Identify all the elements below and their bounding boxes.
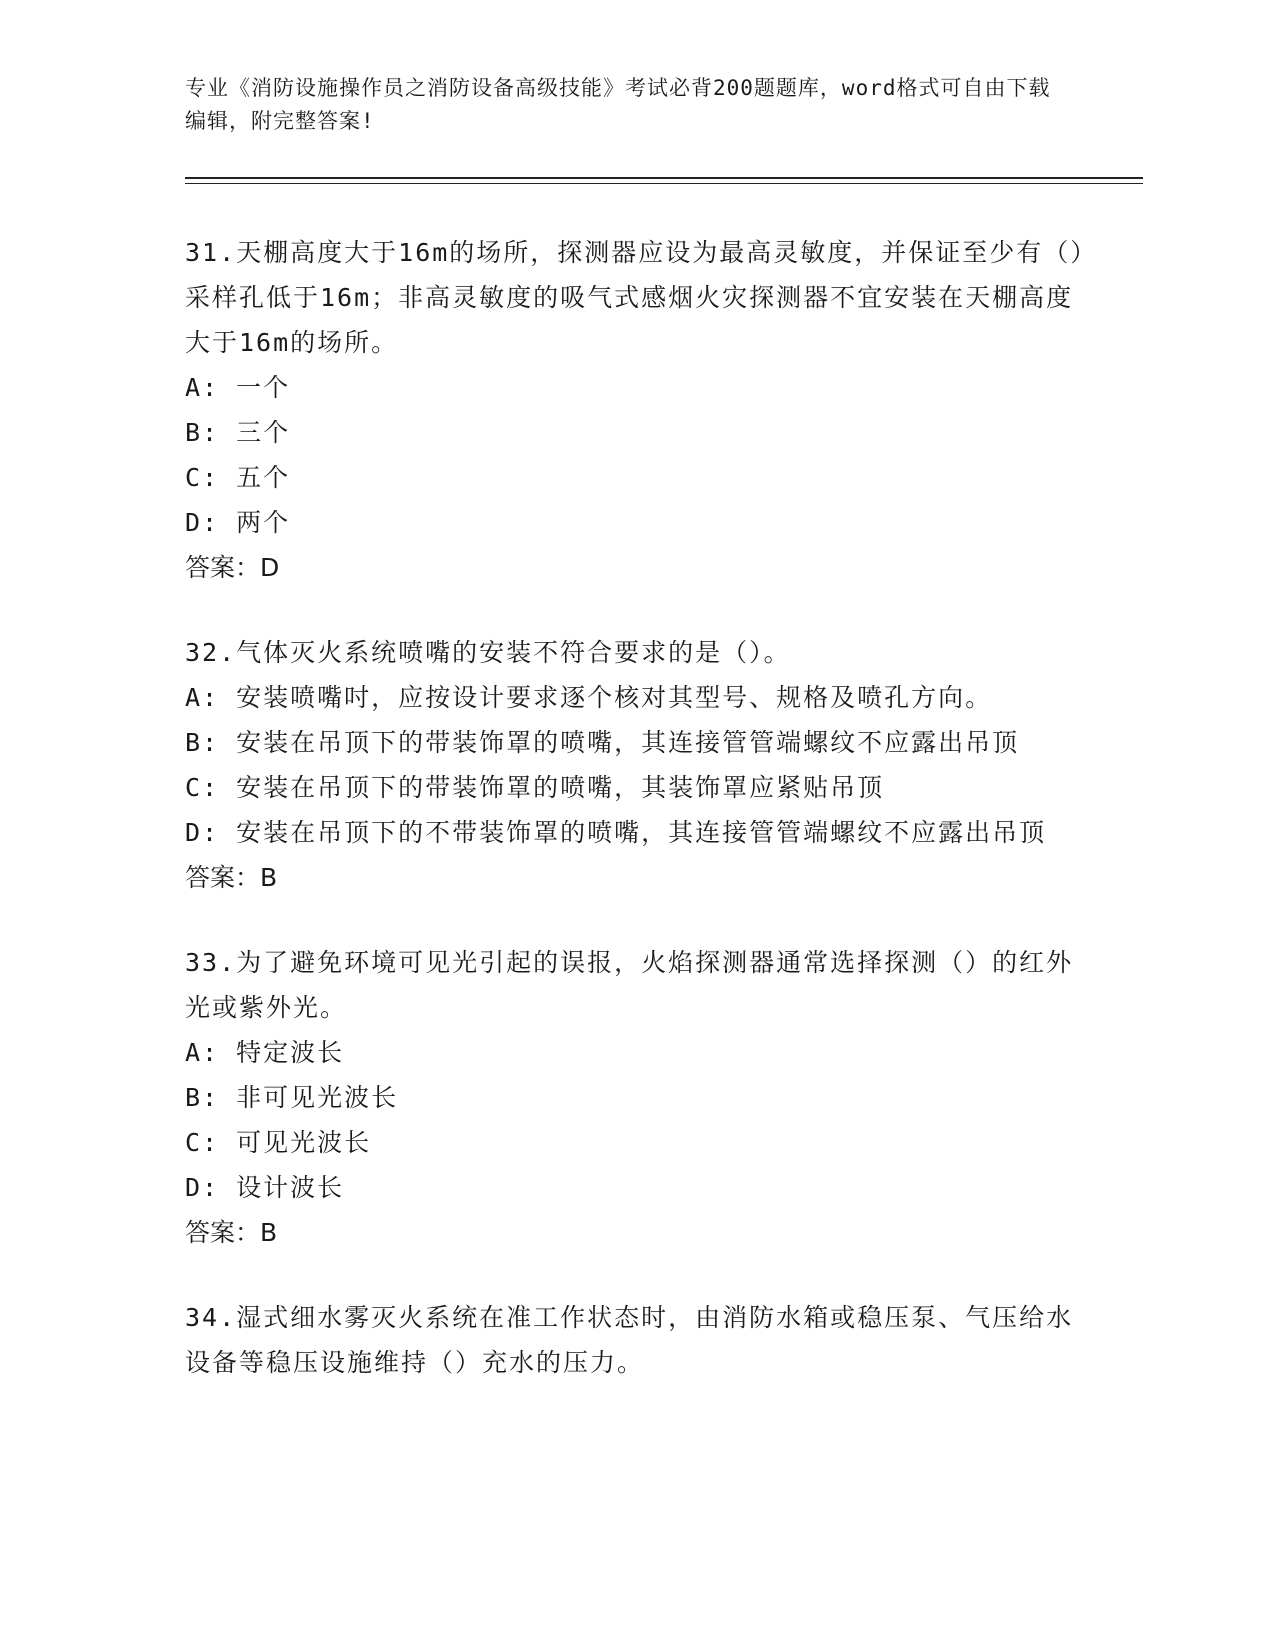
question-list [185,230,1085,1425]
question-stem: 31.天棚高度大于16m的场所，探测器应设为最高灵敏度，并保证至少有（）采样孔低于16m；非高灵敏度的吸气式感烟火灾探测器不宜安装在天棚高度大于16m的场所。 [185,238,1085,357]
option-b: B: 非可见光波长 [185,1083,399,1112]
option-a: A: 安装喷嘴吋，应按设计要求逐个核对其型号、规格及喷孔方向。 [185,683,993,712]
option-b: B: 三个 [185,418,291,447]
answer: 答案：D [185,553,280,582]
option-c: C: 安装在吊顶下的带装饰罩的喷嘴，其装饰罩应紧贴吊顶 [185,773,885,802]
question-32 [185,630,1085,900]
header-divider [185,177,1143,184]
answer: 答案：B [185,863,278,892]
question-stem: 33.为了避免环境可见光引起的误报，火焰探测器通常选择探测（）的红外光或紫外光。 [185,948,1074,1022]
document-header: 专业《消防设施操作员之消防设备高级技能》考试必背200题题库，word格式可自由下载编辑，附完整答案! [185,76,1051,133]
question-34 [185,1295,1085,1385]
question-stem: 34.湿式细水雾灭火系统在准工作状态时，由消防水箱或稳压泵、气压给水设备等稳压设施维持（）充水的压力。 [185,1303,1074,1377]
question-stem: 32.气体灭火系统喷嘴的安装不符合要求的是（）。 [185,638,791,667]
option-d: D: 两个 [185,508,291,537]
option-a: A: 特定波长 [185,1038,345,1067]
option-d: D: 安装在吊顶下的不带装饰罩的喷嘴，其连接管管端螺纹不应露出吊顶 [185,818,1047,847]
answer: 答案：B [185,1218,278,1247]
option-d: D: 设计波长 [185,1173,345,1202]
option-c: C: 五个 [185,463,291,492]
option-a: A: 一个 [185,373,291,402]
option-c: C: 可见光波长 [185,1128,372,1157]
question-31 [185,230,1085,590]
option-b: B: 安装在吊顶下的带装饰罩的喷嘴，其连接管管端螺纹不应露出吊顶 [185,728,1020,757]
question-33 [185,940,1085,1255]
